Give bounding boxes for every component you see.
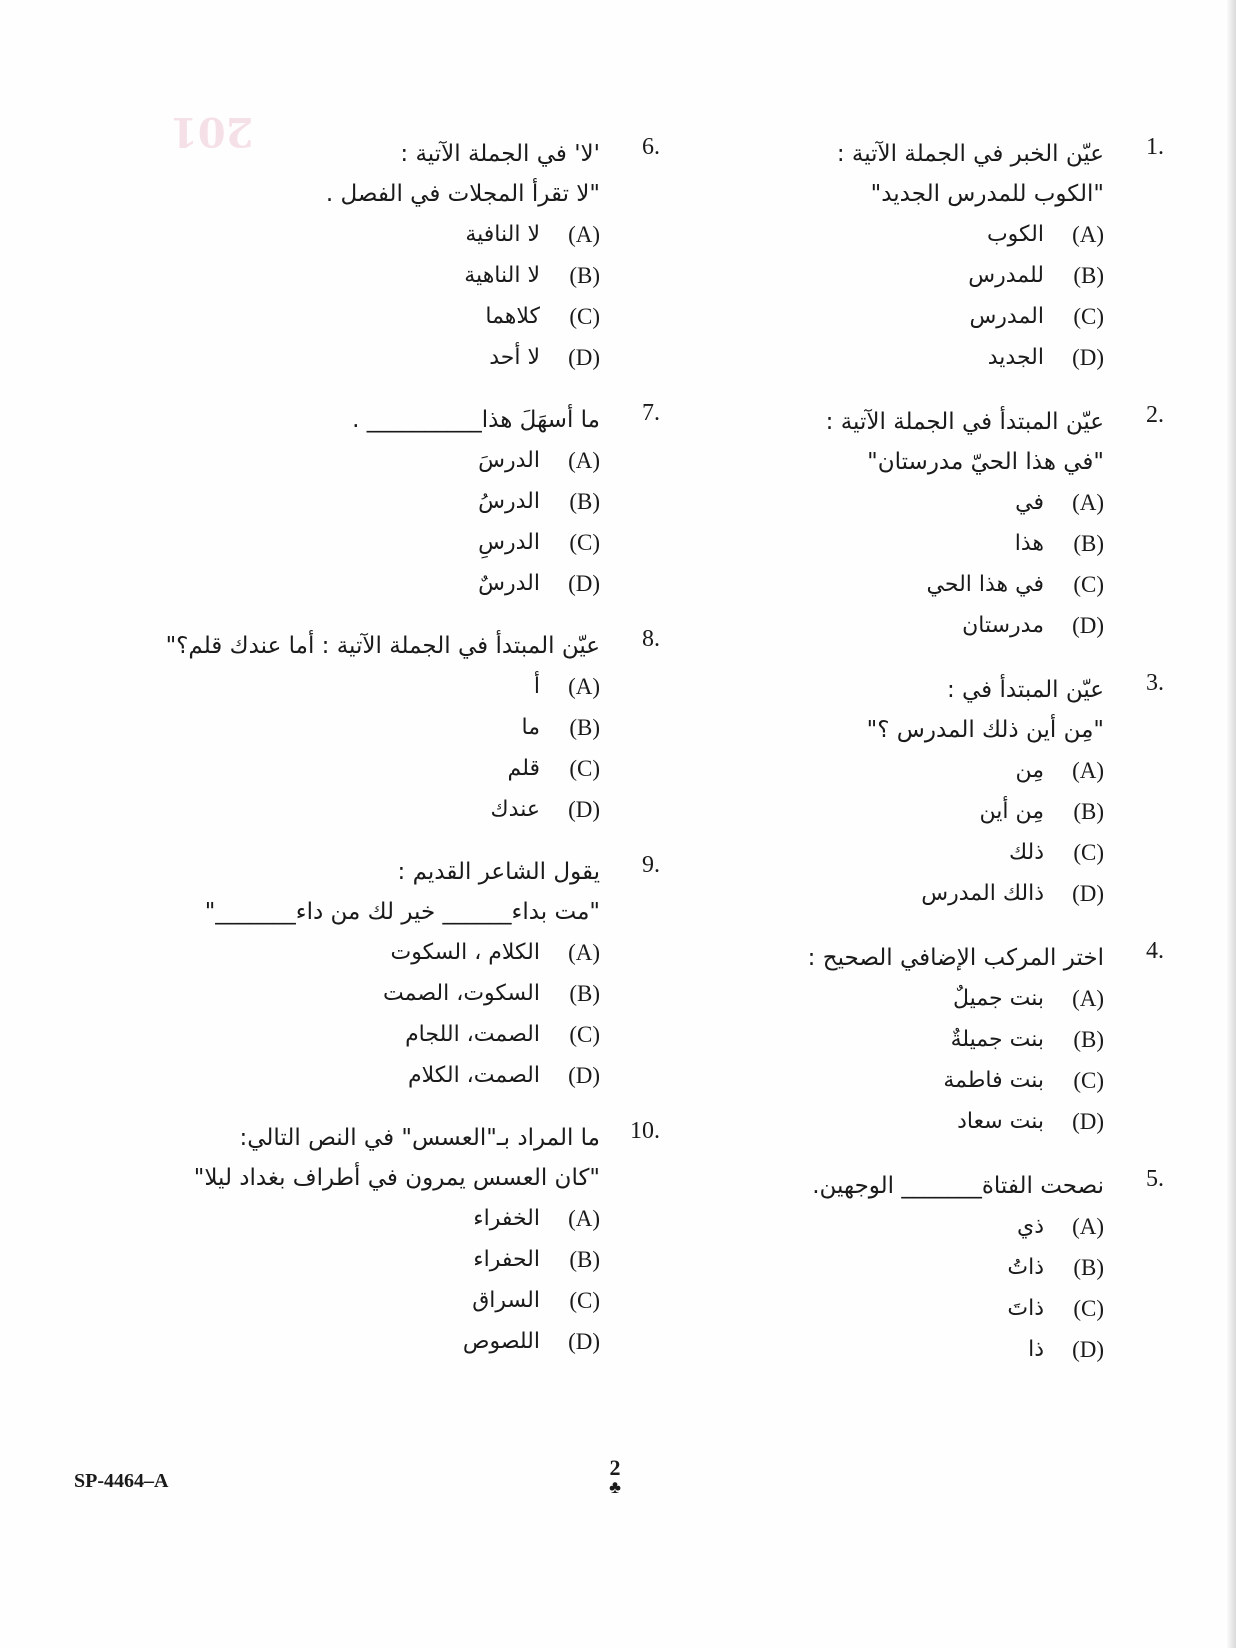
page-number-block [600,1455,630,1497]
question-stem: عيّن المبتدأ في الجملة الآتية : [825,409,1104,435]
option-a [760,482,1104,523]
question-stem: ما المراد بـ"العسس" في النص التالي: [239,1125,600,1151]
question-5 [760,1166,1164,1370]
option-list [760,214,1104,378]
option-c [760,564,1104,605]
option-text: لا النافية [465,222,540,247]
option-label: (D) [568,1328,600,1354]
option-label: (B) [1073,798,1104,824]
question-number: 8. [642,626,660,652]
option-a [760,750,1104,791]
option-label: (C) [1073,1295,1104,1321]
option-label: (D) [1072,1108,1104,1134]
question-stem: عيّن الخبر في الجملة الآتية : [836,141,1104,167]
question-number: 4. [1146,938,1164,964]
option-b [80,481,600,522]
option-d [760,337,1104,378]
option-text: الدرسٌ [478,571,540,596]
option-label: (B) [569,980,600,1006]
option-b [80,973,600,1014]
option-c [760,296,1104,337]
option-a [760,978,1104,1019]
option-label: (B) [569,262,600,288]
option-label: (B) [1073,1026,1104,1052]
question-number: 1. [1146,134,1164,160]
option-text: بنت جميلةٌ [950,1027,1044,1052]
option-d [760,873,1104,914]
question-head [80,626,660,666]
question-number: 5. [1146,1166,1164,1192]
option-text: للمدرس [968,263,1044,288]
option-a [760,214,1104,255]
option-text: الصمت، الكلام [407,1063,540,1088]
question-8 [80,626,660,830]
option-text: ما [521,715,540,740]
option-text: ذي [1016,1214,1044,1239]
question-9 [80,852,660,1096]
question-stem: ما أسهَلَ هذا__________ . [352,407,600,433]
option-label: (A) [1072,757,1104,783]
option-label: (C) [1073,303,1104,329]
option-a [760,1206,1104,1247]
option-list [80,214,600,378]
option-text: مدرستان [962,613,1044,638]
option-text: لا أحد [489,345,540,370]
option-c [80,748,600,789]
option-label: (C) [1073,839,1104,865]
option-text: ذلك [1008,840,1044,865]
question-head [80,1118,660,1198]
option-list [760,978,1104,1142]
option-label: (B) [1073,530,1104,556]
option-text: الدرسُ [478,489,540,514]
option-text: قلم [507,756,540,781]
option-list [760,750,1104,914]
option-text: مِن [1015,758,1044,783]
question-10 [80,1118,660,1362]
option-label: (A) [1072,1213,1104,1239]
option-b [760,791,1104,832]
question-number: 10. [630,1118,660,1144]
option-d [80,789,600,830]
option-label: (D) [1072,880,1104,906]
question-stem: "كان العسس يمرون في أطراف بغداد ليلا" [193,1165,600,1191]
option-text: الكلام ، السكوت [390,940,540,965]
question-number: 3. [1146,670,1164,696]
option-label: (D) [1072,612,1104,638]
option-label: (C) [569,755,600,781]
option-label: (A) [568,939,600,965]
option-label: (A) [568,447,600,473]
option-label: (A) [1072,221,1104,247]
option-b [80,707,600,748]
option-text: هذا [1014,531,1044,556]
question-stem: "الكوب للمدرس الجديد" [870,181,1104,207]
option-text: أ [533,674,540,699]
option-b [760,1019,1104,1060]
option-list [80,1198,600,1362]
question-2 [760,402,1164,646]
option-b [80,1239,600,1280]
option-d [760,1329,1104,1370]
option-list [80,666,600,830]
option-c [80,1014,600,1055]
option-text: بنت فاطمة [943,1068,1044,1093]
option-text: الحفراء [473,1247,540,1272]
option-label: (B) [569,1246,600,1272]
option-a [80,1198,600,1239]
option-text: بنت سعاد [957,1109,1044,1134]
option-c [760,1288,1104,1329]
option-text: السكوت، الصمت [383,981,540,1006]
question-stem: عيّن المبتدأ في : [946,677,1104,703]
option-d [80,563,600,604]
option-text: اللصوص [462,1329,540,1354]
question-head [80,400,660,440]
option-c [80,522,600,563]
option-label: (C) [1073,571,1104,597]
option-text: الكوب [986,222,1044,247]
option-text: السراق [472,1288,540,1313]
option-list [80,932,600,1096]
question-number: 7. [642,400,660,426]
option-label: (A) [568,1205,600,1231]
option-a [80,666,600,707]
option-text: لا الناهية [464,263,540,288]
option-label: (D) [568,796,600,822]
question-1 [760,134,1164,378]
option-label: (C) [569,1021,600,1047]
option-b [760,255,1104,296]
question-6 [80,134,660,378]
option-text: المدرس [969,304,1044,329]
question-stem: "مِن أين ذلك المدرس ؟" [866,717,1104,743]
option-label: (D) [568,344,600,370]
page-edge-shadow [1226,0,1236,1648]
option-c [80,296,600,337]
question-head [80,134,660,214]
option-label: (C) [569,303,600,329]
option-a [80,932,600,973]
right-column [760,134,1164,1370]
question-head [760,670,1164,750]
option-label: (A) [1072,489,1104,515]
option-label: (D) [1072,1336,1104,1362]
option-text: الجديد [987,345,1044,370]
option-a [80,214,600,255]
question-stem: اختر المركب الإضافي الصحيح : [807,945,1104,971]
question-stem: 'لا' في الجملة الآتية : [400,141,600,167]
question-number: 2. [1146,402,1164,428]
option-label: (B) [1073,262,1104,288]
option-b [760,523,1104,564]
question-stem: عيّن المبتدأ في الجملة الآتية : أما عندك قلم؟" [165,633,600,659]
option-b [760,1247,1104,1288]
option-text: عندك [490,797,540,822]
option-label: (D) [568,1062,600,1088]
option-list [80,440,600,604]
option-text: الدرسِ [478,530,540,555]
option-d [760,605,1104,646]
option-label: (A) [1072,985,1104,1011]
option-c [80,1280,600,1321]
club-symbol: ♣ [609,1477,621,1497]
option-c [760,1060,1104,1101]
option-label: (D) [568,570,600,596]
page-number: 2 [609,1455,621,1480]
question-4 [760,938,1164,1142]
question-head [760,134,1164,214]
question-stem: نصحت الفتاة_______ الوجهين. [812,1173,1104,1199]
question-head [760,402,1164,482]
option-text: ذاتَ [1007,1296,1044,1321]
option-c [760,832,1104,873]
option-text: بنت جميلٌ [953,986,1044,1011]
option-label: (A) [568,221,600,247]
option-text: الخفراء [473,1206,540,1231]
question-3 [760,670,1164,914]
question-head [760,1166,1164,1206]
option-label: (C) [1073,1067,1104,1093]
question-stem: "لا تقرأ المجلات في الفصل . [325,181,600,207]
option-d [760,1101,1104,1142]
left-column [80,134,660,1362]
question-7 [80,400,660,604]
option-list [760,482,1104,646]
option-text: كلاهما [485,304,540,329]
option-text: في [1015,490,1044,515]
option-d [80,1055,600,1096]
paper-code: SP-4464–A [74,1470,169,1492]
question-number: 9. [642,852,660,878]
option-label: (B) [569,488,600,514]
faint-stamp: 201 [170,108,254,155]
option-text: ذالك المدرس [921,881,1044,906]
question-stem: "مت بداء______ خير لك من داء_______" [204,899,600,925]
option-text: مِن أين [979,799,1044,824]
option-label: (D) [1072,344,1104,370]
option-label: (A) [568,673,600,699]
option-a [80,440,600,481]
option-d [80,337,600,378]
option-text: ذا [1028,1337,1044,1362]
question-head [760,938,1164,978]
option-label: (B) [1073,1254,1104,1280]
option-b [80,255,600,296]
question-number: 6. [642,134,660,160]
option-list [760,1206,1104,1370]
option-text: الدرسَ [478,448,540,473]
question-stem: "في هذا الحيّ مدرستان" [867,449,1104,475]
option-label: (C) [569,529,600,555]
option-label: (B) [569,714,600,740]
question-head [80,852,660,932]
option-label: (C) [569,1287,600,1313]
option-text: الصمت، اللجام [405,1022,540,1047]
option-text: في هذا الحي [926,572,1044,597]
question-stem: يقول الشاعر القديم : [397,859,600,885]
option-d [80,1321,600,1362]
option-text: ذاتُ [1007,1255,1044,1280]
